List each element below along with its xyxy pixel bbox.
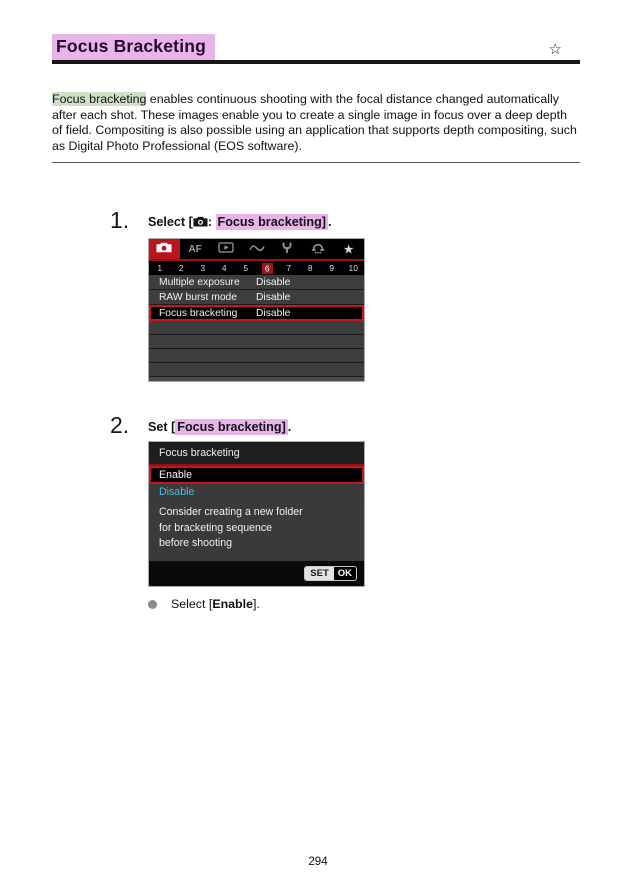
step1-number: 1. [110,207,130,233]
menu-item-value: Disable [256,307,291,319]
intro-text: enables continuous shooting with the focal distance changed automatically after each shot. These images enable you to create a single image in focus over a deep depth of field. Compositing is also possible using an application that supports depth compositing, such as Digital Photo Professional (EOS software). [52,92,577,153]
menu-page-6-selected: 6 [257,263,279,273]
bullet-suffix: ]. [252,597,260,611]
menu-item-label: Multiple exposure [159,276,240,288]
camera-menu-screenshot-2 [148,441,365,587]
page-header [52,33,580,64]
bullet-text [171,597,260,611]
menu-page-10: 10 [348,263,358,273]
menu-bottom-strip [149,377,364,381]
step2-suffix: . [287,420,292,434]
camera-icon [156,242,172,256]
wave-icon [249,243,265,256]
menu-page-1: 1 [157,263,163,273]
menu-page-7: 7 [286,263,292,273]
menu-page-5: 5 [243,263,249,273]
camera-menu-screenshot-1 [148,238,365,382]
menu-empty-row [149,321,364,335]
menu-page-row [149,261,364,275]
menu-page-2: 2 [178,263,184,273]
page-number: 294 [308,856,328,868]
option-enable-selected: Enable [149,466,364,484]
star-rating-icon: ☆ [548,41,562,58]
wrench-icon [281,242,293,257]
star-icon: ★ [343,243,354,256]
step1-pre: Select [ [148,215,193,229]
step2-heading [148,420,291,434]
tab-playback [210,239,241,259]
menu-empty-row [149,363,364,377]
menu-item-multiple-exposure [149,275,364,290]
screen2-info-text [149,500,364,561]
custom-function-icon [311,242,325,257]
screen2-footer [149,561,364,586]
menu-item-value: Disable [256,276,291,288]
menu-item-label: RAW burst mode [159,291,238,303]
set-button-icon: SET [305,567,333,580]
tab-autofocus [180,239,211,259]
option-disable: Disable [149,484,364,500]
menu-tab-bar [149,239,364,259]
tab-wireless [241,239,272,259]
menu-page-4: 4 [221,263,227,273]
bullet-icon [148,600,157,609]
menu-empty-row [149,349,364,363]
menu-page-3: 3 [200,263,206,273]
step1-colon: : [207,215,216,229]
step2-highlight: Focus bracketing] [177,420,286,434]
menu-page-8: 8 [307,263,313,273]
menu-page-9: 9 [329,263,335,273]
info-line: Consider creating a new folder [159,506,303,518]
playback-icon [218,242,234,256]
intro-highlight: Focus bracketing [52,92,147,106]
tab-setup [272,239,303,259]
ok-label: OK [334,567,356,580]
menu-item-value: Disable [256,291,291,303]
bullet-pre: Select [ [171,597,213,611]
af-label: AF [188,243,202,255]
info-line: before shooting [159,537,233,550]
intro-paragraph [52,92,580,163]
step2-number: 2. [110,412,130,438]
menu-empty-row [149,335,364,349]
step1-suffix: . [327,215,332,229]
tab-shooting-menu [149,239,180,259]
step2-pre: Set [ [148,420,176,434]
page-title: Focus Bracketing [52,34,215,60]
step1-heading [148,215,331,230]
bullet-note [148,597,260,611]
info-line: for bracketing sequence [159,521,273,534]
camera-menu-icon [193,216,208,230]
tab-my-menu [333,239,364,259]
screen2-title: Focus bracketing [149,442,364,464]
menu-item-label: Focus bracketing [159,307,238,319]
set-ok-badge [304,566,357,581]
menu-item-raw-burst-mode [149,290,364,305]
tab-custom-functions [303,239,334,259]
bullet-bold: Enable [212,597,253,611]
step1-highlight: Focus bracketing] [217,215,326,229]
menu-item-focus-bracketing-selected [149,305,364,321]
